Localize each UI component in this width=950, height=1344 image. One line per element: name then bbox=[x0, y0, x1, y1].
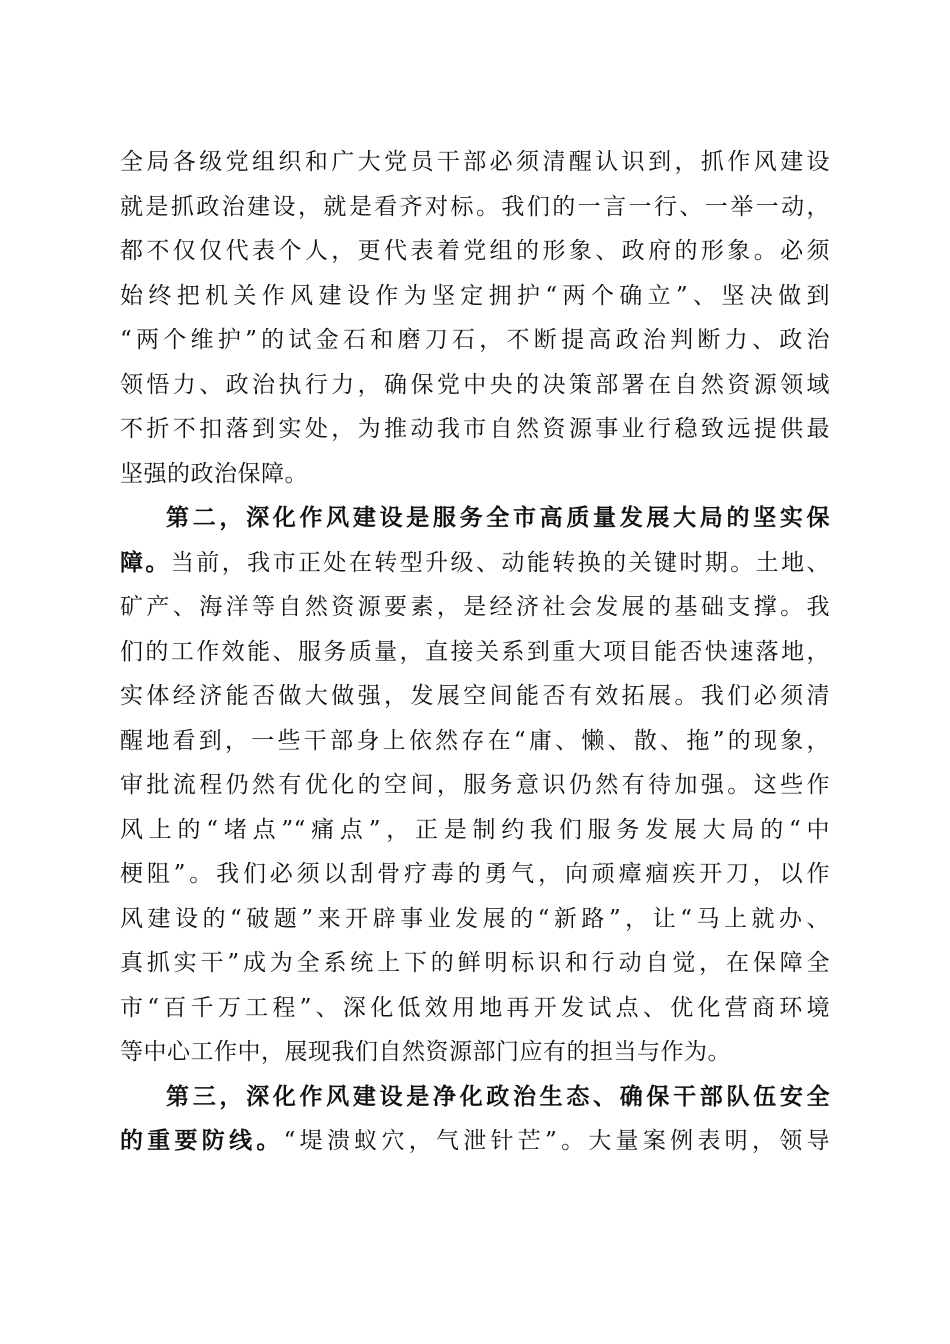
section-heading-end: 障。 bbox=[120, 548, 171, 576]
text-line: 始终把机关作风建设作为坚定拥护“两个确立”、坚决做到 bbox=[120, 282, 830, 309]
text-line bbox=[120, 1119, 830, 1164]
text-line: 全局各级党组织和广大党员干部必须清醒认识到，抓作风建设 bbox=[120, 149, 830, 175]
text-line: 坚强的政治保障。 bbox=[120, 460, 308, 487]
text-run: 当前，我市正处在转型升级、动能转换的关键时期。土地、 bbox=[170, 549, 831, 576]
text-line: 们的工作效能、服务质量，直接关系到重大项目能否快速落地， bbox=[120, 638, 830, 665]
text-line: 风上的“堵点”“痛点”，正是制约我们服务发展大局的“中 bbox=[120, 816, 830, 843]
text-line bbox=[120, 541, 830, 586]
text-line: 等中心工作中，展现我们自然资源部门应有的担当与作为。 bbox=[120, 1039, 731, 1065]
text-line: 领悟力、政治执行力，确保党中央的决策部署在自然资源领域 bbox=[120, 371, 830, 398]
paragraph-2 bbox=[120, 496, 830, 1075]
text-line: 不折不扣落到实处，为推动我市自然资源事业行稳致远提供最 bbox=[120, 416, 830, 442]
paragraph-1 bbox=[120, 140, 830, 496]
text-line: “两个维护”的试金石和磨刀石，不断提高政治判断力、政治 bbox=[120, 327, 830, 353]
section-heading: 第二，深化作风建设是服务全市高质量发展大局的坚实保 bbox=[166, 504, 830, 531]
text-line: 真抓实干”成为全系统上下的鲜明标识和行动自觉，在保障全 bbox=[120, 950, 830, 976]
text-line: 审批流程仍然有优化的空间，服务意识仍然有待加强。这些作 bbox=[120, 772, 830, 798]
document-body bbox=[120, 140, 830, 1164]
text-line: 市“百千万工程”、深化低效用地再开发试点、优化营商环境 bbox=[120, 994, 830, 1021]
text-line: 就是抓政治建设，就是看齐对标。我们的一言一行、一举一动， bbox=[120, 193, 830, 220]
text-line: 都不仅仅代表个人，更代表着党组的形象、政府的形象。必须 bbox=[120, 238, 830, 264]
section-heading-end: 的重要防线。 bbox=[120, 1127, 284, 1154]
text-run: “堤溃蚁穴，气泄针芒”。大量案例表明，领导 bbox=[283, 1128, 830, 1154]
section-heading: 第三，深化作风建设是净化政治生态、确保干部队伍安全 bbox=[166, 1082, 830, 1110]
text-line: 实体经济能否做大做强，发展空间能否有效拓展。我们必须清 bbox=[120, 683, 830, 709]
paragraph-3 bbox=[120, 1075, 830, 1164]
text-line: 梗阻”。我们必须以刮骨疗毒的勇气，向顽瘴痼疾开刀，以作 bbox=[120, 861, 830, 887]
text-line: 矿产、海洋等自然资源要素，是经济社会发展的基础支撑。我 bbox=[120, 594, 830, 620]
text-line: 风建设的“破题”来开辟事业发展的“新路”，让“马上就办、 bbox=[120, 905, 830, 932]
text-line: 醒地看到，一些干部身上依然存在“庸、懒、散、拖”的现象， bbox=[120, 727, 830, 754]
